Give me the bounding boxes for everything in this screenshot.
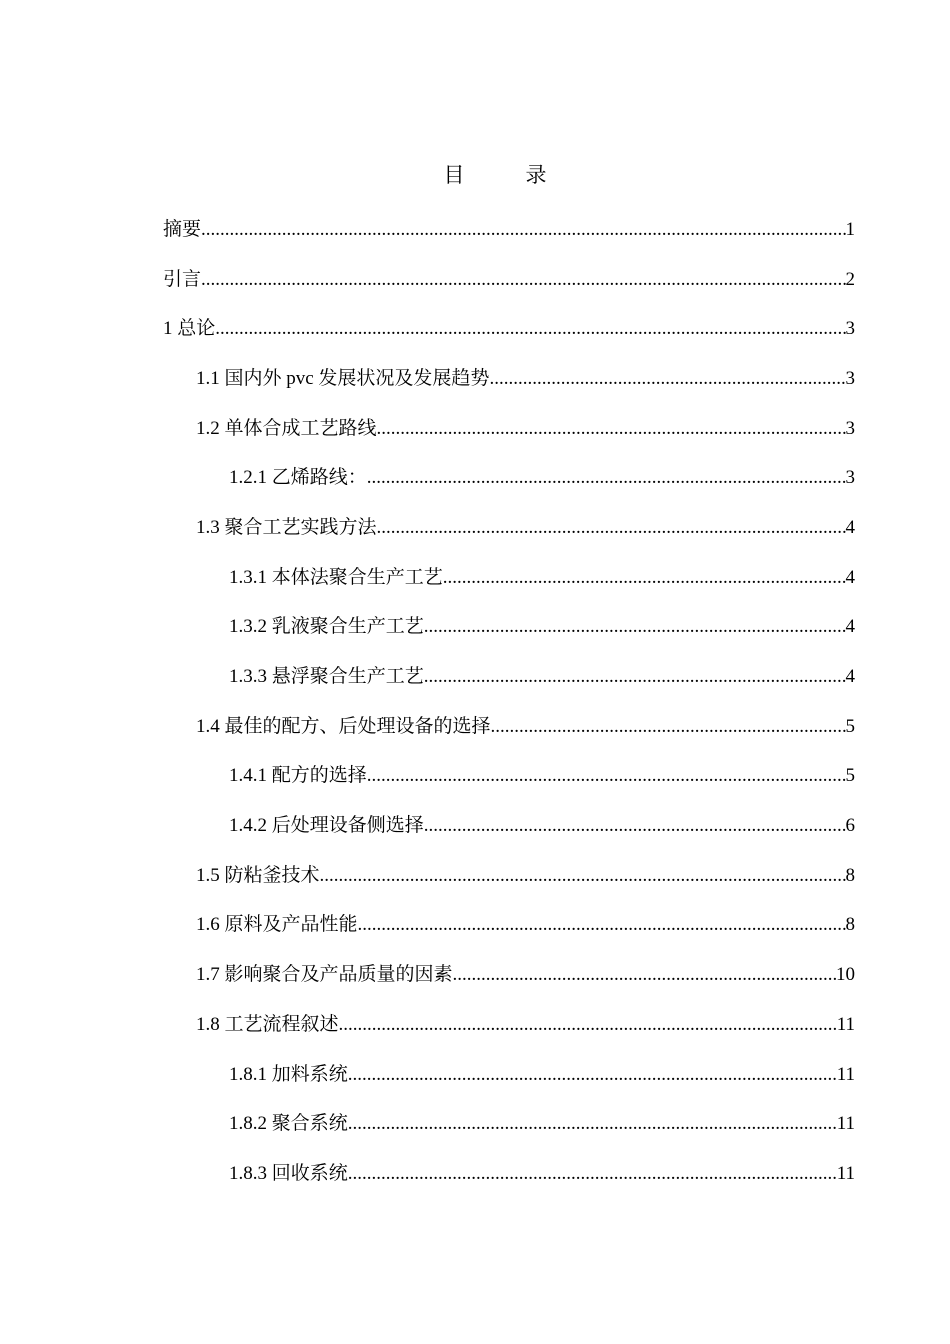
toc-entry[interactable] <box>0 255 950 305</box>
toc-entry-text: 1 总论 <box>163 311 215 347</box>
toc-entry[interactable] <box>0 1099 950 1149</box>
toc-dot-leader <box>215 311 845 347</box>
toc-dot-leader <box>377 510 846 546</box>
toc-page-number: 4 <box>845 666 855 688</box>
toc-entry-text: 1.3.2 乳液聚合生产工艺 <box>229 609 424 645</box>
toc-page-number: 11 <box>836 1013 855 1035</box>
toc-page-number: 3 <box>845 367 855 389</box>
toc-entry-text: 1.8.3 回收系统 <box>229 1156 348 1192</box>
toc-entry-text: 1.5 防粘釜技术 <box>196 858 320 894</box>
toc-entry[interactable] <box>0 354 950 404</box>
toc-page-number: 5 <box>845 765 855 787</box>
toc-entry-text: 1.4.2 后处理设备侧选择 <box>229 808 424 844</box>
toc-dot-leader <box>443 560 846 596</box>
toc-page-number: 4 <box>845 566 855 588</box>
toc-dot-leader <box>491 709 846 745</box>
toc-entry[interactable] <box>0 1149 950 1199</box>
toc-page-number: 11 <box>836 1113 855 1135</box>
toc-entry-text: 摘要 <box>163 212 201 248</box>
toc-title: 目 录 <box>443 163 567 187</box>
toc-entry[interactable] <box>0 851 950 901</box>
toc-page-number: 3 <box>845 318 855 340</box>
toc-entry[interactable] <box>0 752 950 802</box>
toc-entry-text: 1.2 单体合成工艺路线 <box>196 411 377 447</box>
toc-entry[interactable] <box>0 1000 950 1050</box>
toc-entry[interactable] <box>0 1050 950 1100</box>
toc-dot-leader <box>348 1057 837 1093</box>
toc-page-number: 2 <box>845 268 855 290</box>
toc-dot-leader <box>453 957 836 993</box>
toc-page-number: 8 <box>845 864 855 886</box>
toc-page-number: 10 <box>836 964 855 986</box>
toc-entry-text: 1.3.3 悬浮聚合生产工艺 <box>229 659 424 695</box>
toc-dot-leader <box>489 361 845 397</box>
toc-dot-leader <box>367 460 846 496</box>
toc-entry-text: 1.8 工艺流程叙述 <box>196 1007 339 1043</box>
toc-page-number: 11 <box>836 1162 855 1184</box>
toc-dot-leader <box>424 659 846 695</box>
toc-entry[interactable] <box>0 453 950 503</box>
toc-dot-leader <box>367 758 846 794</box>
toc-dot-leader <box>348 1156 837 1192</box>
toc-dot-leader <box>201 262 845 298</box>
toc-entry[interactable] <box>0 404 950 454</box>
toc-list <box>0 205 950 1199</box>
toc-entry[interactable] <box>0 950 950 1000</box>
toc-entry[interactable] <box>0 553 950 603</box>
toc-entry-text: 1.3 聚合工艺实践方法 <box>196 510 377 546</box>
toc-entry-text: 1.6 原料及产品性能 <box>196 907 358 943</box>
toc-page-number: 4 <box>845 616 855 638</box>
toc-entry-text: 引言 <box>163 262 201 298</box>
toc-entry-text: 1.2.1 乙烯路线： <box>229 460 367 496</box>
toc-entry[interactable] <box>0 205 950 255</box>
toc-entry-text: 1.8.1 加料系统 <box>229 1057 348 1093</box>
toc-entry-text: 1.4.1 配方的选择 <box>229 758 367 794</box>
toc-entry-text: 1.7 影响聚合及产品质量的因素 <box>196 957 453 993</box>
toc-dot-leader <box>348 1106 837 1142</box>
toc-page-number: 1 <box>845 218 855 240</box>
toc-dot-leader <box>201 212 845 248</box>
toc-entry[interactable] <box>0 801 950 851</box>
toc-dot-leader <box>424 609 846 645</box>
toc-page-number: 8 <box>845 914 855 936</box>
toc-dot-leader <box>358 907 846 943</box>
toc-dot-leader <box>424 808 846 844</box>
toc-page-number: 3 <box>845 467 855 489</box>
toc-entry[interactable] <box>0 901 950 951</box>
toc-entry-text: 1.3.1 本体法聚合生产工艺 <box>229 560 443 596</box>
toc-entry-text: 1.1 国内外 pvc 发展状况及发展趋势 <box>196 361 489 397</box>
toc-entry[interactable] <box>0 702 950 752</box>
toc-dot-leader <box>339 1007 837 1043</box>
toc-dot-leader <box>320 858 846 894</box>
toc-page-number: 3 <box>845 417 855 439</box>
toc-entry[interactable] <box>0 652 950 702</box>
toc-page-number: 5 <box>845 715 855 737</box>
toc-page-number: 4 <box>845 516 855 538</box>
toc-entry[interactable] <box>0 503 950 553</box>
toc-dot-leader <box>377 411 846 447</box>
toc-page-number: 11 <box>836 1063 855 1085</box>
toc-entry[interactable] <box>0 304 950 354</box>
toc-entry-text: 1.4 最佳的配方、后处理设备的选择 <box>196 709 491 745</box>
toc-entry[interactable] <box>0 603 950 653</box>
toc-entry-text: 1.8.2 聚合系统 <box>229 1106 348 1142</box>
toc-page-number: 6 <box>845 815 855 837</box>
